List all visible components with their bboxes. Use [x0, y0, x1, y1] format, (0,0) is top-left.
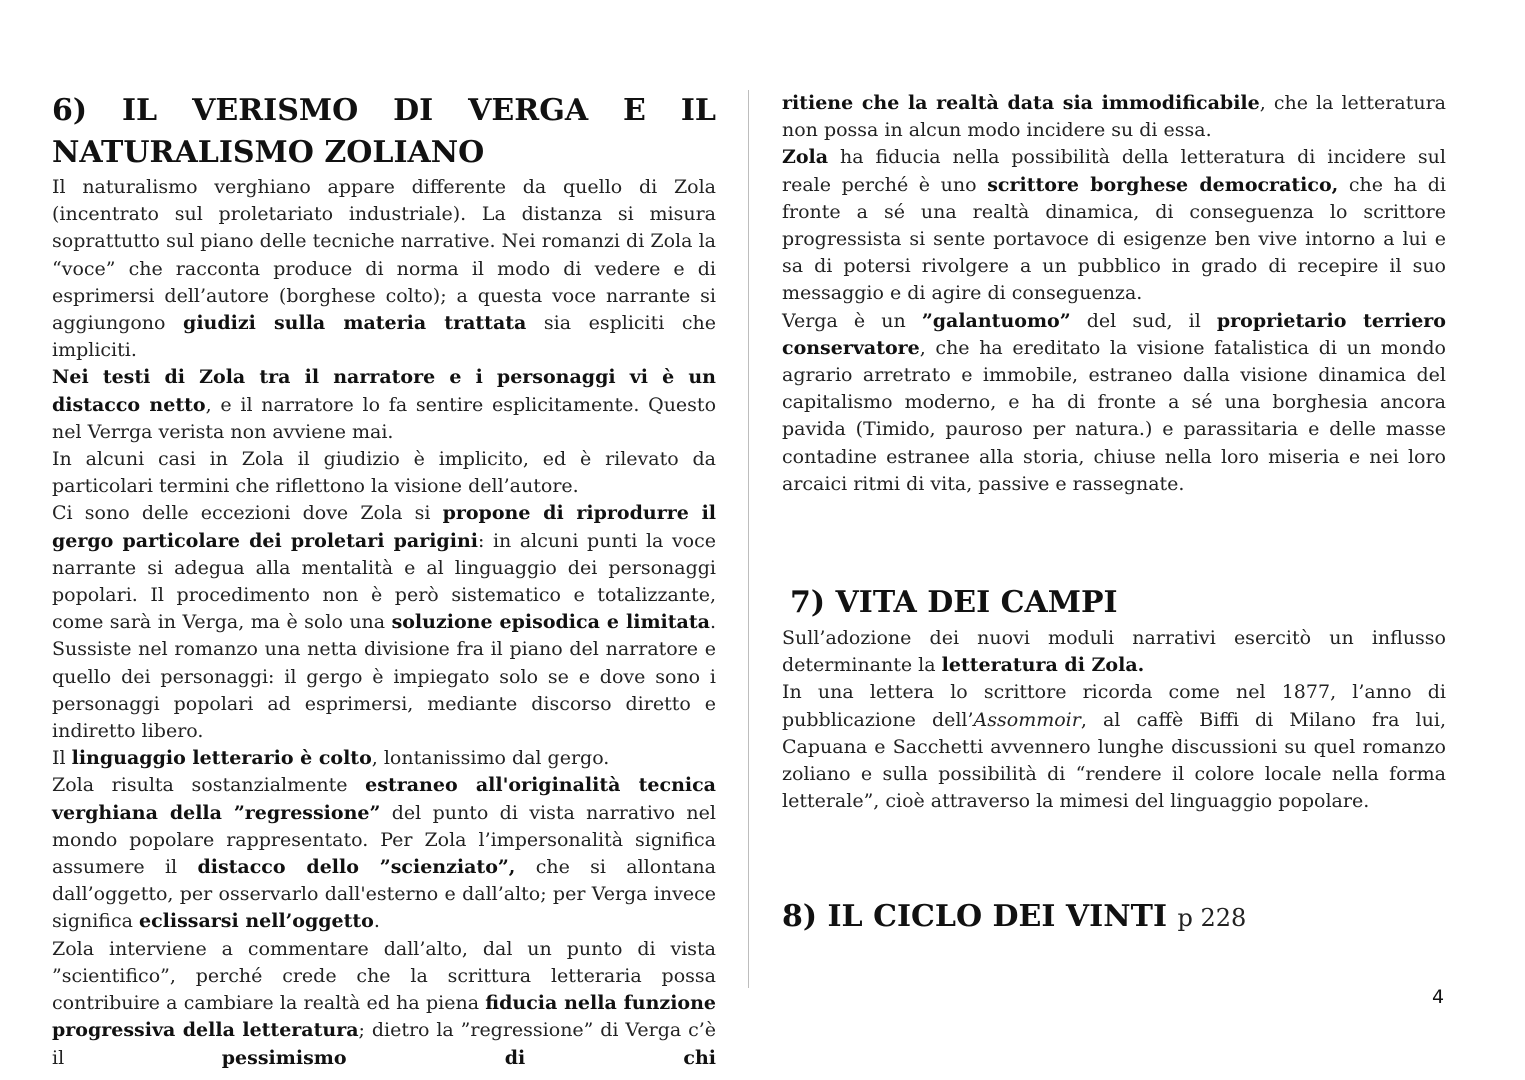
paragraph: Nei testi di Zola tra il narratore e i personaggi vi è un distacco netto, e il narratore lo fa sentire esplicitamente. Questo nel Verrga verista non avviene mai. [52, 366, 717, 443]
column-divider [748, 90, 749, 988]
page-reference: p 228 [1177, 904, 1247, 932]
section-6-heading-line2: NATURALISMO ZOLIANO [52, 135, 485, 170]
paragraph: In alcuni casi in Zola il giudizio è implicito, ed è rilevato da particolari termini che riflettono la visione dell’autore. [52, 448, 716, 498]
paragraph: Sull’adozione dei nuovi moduli narrativi esercitò un influsso determinante la letteratura di Zola. [782, 627, 1446, 677]
left-column [52, 90, 716, 1072]
paragraph: ritiene che la realtà data sia immodificabile, che la letteratura non possa in alcun modo incidere su di essa. [782, 92, 1446, 142]
section-8-heading: 8) IL CICLO DEI VINTI p 228 [782, 899, 1247, 934]
paragraph: Zola risulta sostanzialmente estraneo all'originalità tecnica verghiana della ”regressione” del punto di vista narrativo nel mondo popolare rappresentato. Per Zola l’impersonalità significa assumere il distacco dello ”scienziato”, che si allontana dall’oggetto, per osservarlo dall'esterno e dall’alto; per Verga invece significa eclissarsi nell’oggetto. [52, 774, 716, 933]
section-6-heading-line1: 6) IL VERISMO DI VERGA E IL [52, 93, 716, 128]
paragraph: Zola interviene a commentare dall’alto, dal un punto di vista ”scientifico”, perché crede che la scrittura letteraria possa contribuire a cambiare la realtà ed ha piena fiducia nella funzione progressiva della letteratura; dietro la ”regressione” di Verga c’è il pessimismo di chi [52, 937, 716, 1069]
paragraph: Ci sono delle eccezioni dove Zola si propone di riprodurre il gergo particolare dei proletari parigini: in alcuni punti la voce narrante si adegua alla mentalità e al linguaggio dei personaggi popolari. Il procedimento non è però sistematico e totalizzante, come sarà in Verga, ma è solo una soluzione episodica e limitata. Sussiste nel romanzo una netta divisione fra il piano del narratore e quello dei personaggi: il gergo è impiegato solo se e dove sono i personaggi popolari ad esprimersi, mediante discorso diretto e indiretto libero. [52, 502, 717, 743]
page-number: 4 [1432, 986, 1445, 1008]
paragraph: Il linguaggio letterario è colto, lontanissimo dal gergo. [52, 747, 610, 770]
section-7-heading: 7) VITA DEI CAMPI [790, 585, 1118, 620]
paragraph: In una lettera lo scrittore ricorda come nel 1877, l’anno di pubblicazione dell’Assommoir, al caffè Biffi di Milano fra lui, Capuana e Sacchetti avvennero lunghe discussioni su quel romanzo zoliano e sulla possibilità di “rendere il colore locale nella forma letterale”, cioè attraverso la mimesi del linguaggio popolare. [782, 681, 1446, 813]
paragraph: Zola ha fiducia nella possibilità della letteratura di incidere sul reale perché è uno scrittore borghese democratico, che ha di fronte a sé una realtà dinamica, di conseguenza lo scrittore progressista si sente portavoce di esigenze ben vive intorno a lui e sa di potersi rivolgere a un pubblico in grado di recepire il suo messaggio e di agire di conseguenza. [782, 146, 1446, 305]
paragraph: Il naturalismo verghiano appare differente da quello di Zola (incentrato sul proletariato industriale). La distanza si misura soprattutto sul piano delle tecniche narrative. Nei romanzi di Zola la “voce” che racconta produce di norma il modo di vedere e di esprimersi dell’autore (borghese colto); a questa voce narrante si aggiungono giudizi sulla materia trattata sia espliciti che impliciti. [52, 176, 716, 362]
right-column [782, 90, 1446, 498]
section-7-body [782, 625, 1446, 815]
paragraph: Verga è un ”galantuomo” del sud, il proprietario terriero conservatore, che ha ereditato la visione fatalistica di un mondo agrario arretrato e immobile, estraneo dalla visione dinamica del capitalismo moderno, e ha di fronte a sé una borghesia ancora pavida (Timido, pauroso per natura.) e parassitaria e delle masse contadine estranee alla storia, chiuse nella loro miseria e nei loro arcaici ritmi di vita, passive e rassegnate. [782, 309, 1446, 495]
